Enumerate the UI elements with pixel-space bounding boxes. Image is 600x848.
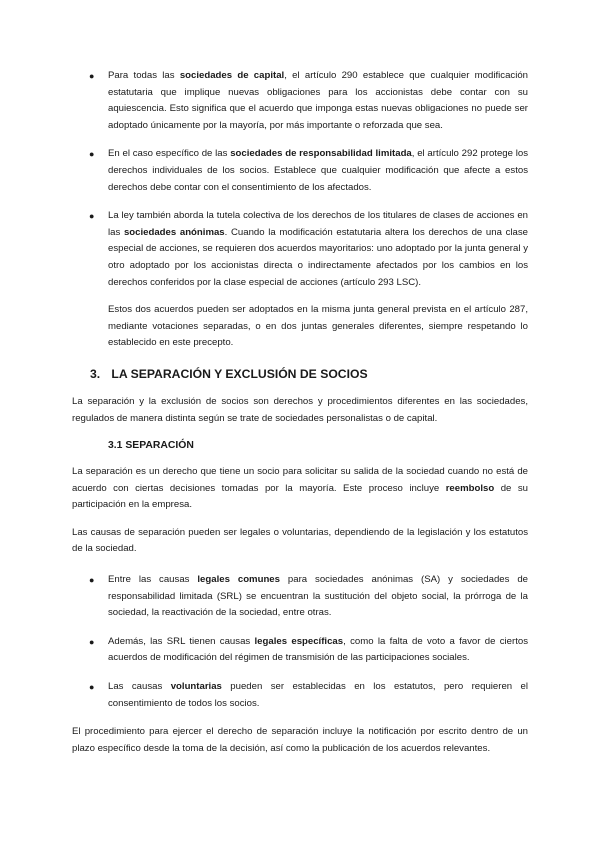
list-item — [72, 208, 528, 352]
text-run: de su participación en la empresa. — [72, 482, 529, 511]
bold-term: sociedades de capital — [179, 70, 285, 81]
bold-term: sociedades anónimas — [123, 226, 225, 238]
closing-paragraph: El procedimiento para ejercer el derecho de separación incluye la notificación por escrito dentro de un plazo específico desde la toma de la decisión, así como la publicación de los acuerdos relevantes. — [72, 726, 528, 754]
bullet-icon: ● — [89, 211, 95, 222]
bold-term: voluntarias — [170, 681, 222, 693]
text-run: Para todas las — [108, 70, 180, 81]
bullet-text — [108, 679, 528, 712]
text-run: , el artículo 290 establece que cualquier modificación estatutaria que implique nuevas obligaciones para los accionistas debe contar con su aquiescencia. Esto significa que el acuerdo que imponga estas nuevas obligaciones no puede ser adoptado únicamente por la mayoría, por más importante o reforzada que sea. — [108, 70, 529, 131]
bullet-icon: ● — [89, 575, 95, 586]
text-run: , el artículo 292 protege los derechos individuales de los socios. Establece que cualquier modificación que afecte a estos derechos debe contar con el consentimiento de los afectados. — [108, 148, 528, 193]
bullet-list-top — [72, 68, 528, 352]
bullet-icon: ● — [89, 682, 95, 693]
text-run: pueden ser establecidas en los estatutos, pero requieren el consentimiento de todos los socios. — [108, 681, 529, 709]
list-item — [72, 634, 528, 667]
text-run: Entre las causas — [108, 574, 198, 586]
text-run: La separación es un derecho que tiene un socio para solicitar su salida de la sociedad cuando no está de acuerdo con ciertas decisiones tomadas por la mayoría. Este proceso incluye — [72, 466, 528, 494]
list-item — [72, 146, 528, 196]
bold-term: legales comunes — [197, 574, 280, 586]
bold-term: reembolso — [445, 482, 495, 494]
text-run: Las causas — [108, 681, 171, 693]
bold-term: sociedades de responsabilidad limitada — [230, 148, 412, 160]
subsection-heading: 3.1 SEPARACIÓN — [108, 440, 194, 452]
bullet-text — [108, 634, 528, 667]
list-item — [72, 68, 528, 134]
bullet-icon: ● — [89, 149, 95, 160]
section-title: LA SEPARACIÓN Y EXCLUSIÓN DE SOCIOS — [111, 366, 368, 381]
bullet-icon: ● — [89, 71, 95, 81]
text-run: . Cuando la modificación estatutaria altera los derechos de una clase especial de acciones, se requieren dos acuerdos mayoritarios: uno adoptado por la junta general y otro adoptado por los accionistas directa o indirectamente afectados por los cambios en los derechos conferidos por la clase especial de acciones (artículo 293 LSC). — [108, 226, 528, 288]
bullet-text — [108, 146, 528, 196]
section-heading — [90, 366, 528, 382]
section-number: 3. — [90, 366, 101, 381]
bullet-extra-text: Estos dos acuerdos pueden ser adoptados en la misma junta general prevista en el artículo 287, mediante votaciones separadas, o en dos juntas generales diferentes, siempre respetando lo establecido en este precepto. — [108, 304, 528, 349]
list-item — [72, 572, 528, 622]
bullet-text — [108, 68, 528, 134]
bold-term: legales específicas — [254, 635, 344, 647]
paragraph-definition — [72, 464, 528, 514]
text-run: Además, las SRL tienen causas — [108, 635, 255, 647]
bullet-list-causes — [72, 572, 528, 712]
section-intro: La separación y la exclusión de socios son derechos y procedimientos diferentes en las sociedades, regulados de manera distinta según se trate de sociedades personalistas o de capital. — [72, 395, 528, 424]
text-run: En el caso específico de las — [108, 148, 231, 160]
text-run: para sociedades anónimas (SA) y sociedades de responsabilidad limitada (SRL) se encuentran la sustitución del objeto social, la prórroga de la sociedad, la reactivación de la sociedad, entre otras. — [108, 574, 529, 619]
bullet-icon: ● — [89, 636, 95, 647]
text-run: La ley también aborda la tutela colectiva de los derechos de los titulares de clases de acciones en las — [108, 210, 528, 238]
list-item — [72, 679, 528, 712]
paragraph-causes: Las causas de separación pueden ser legales o voluntarias, dependiendo de la legislación y los estatutos de la sociedad. — [72, 526, 528, 555]
bullet-text — [108, 208, 528, 291]
bullet-text — [108, 572, 528, 622]
text-run: , como la falta de voto a favor de ciertos acuerdos de modificación del régimen de transmisión de las participaciones sociales. — [108, 635, 528, 664]
